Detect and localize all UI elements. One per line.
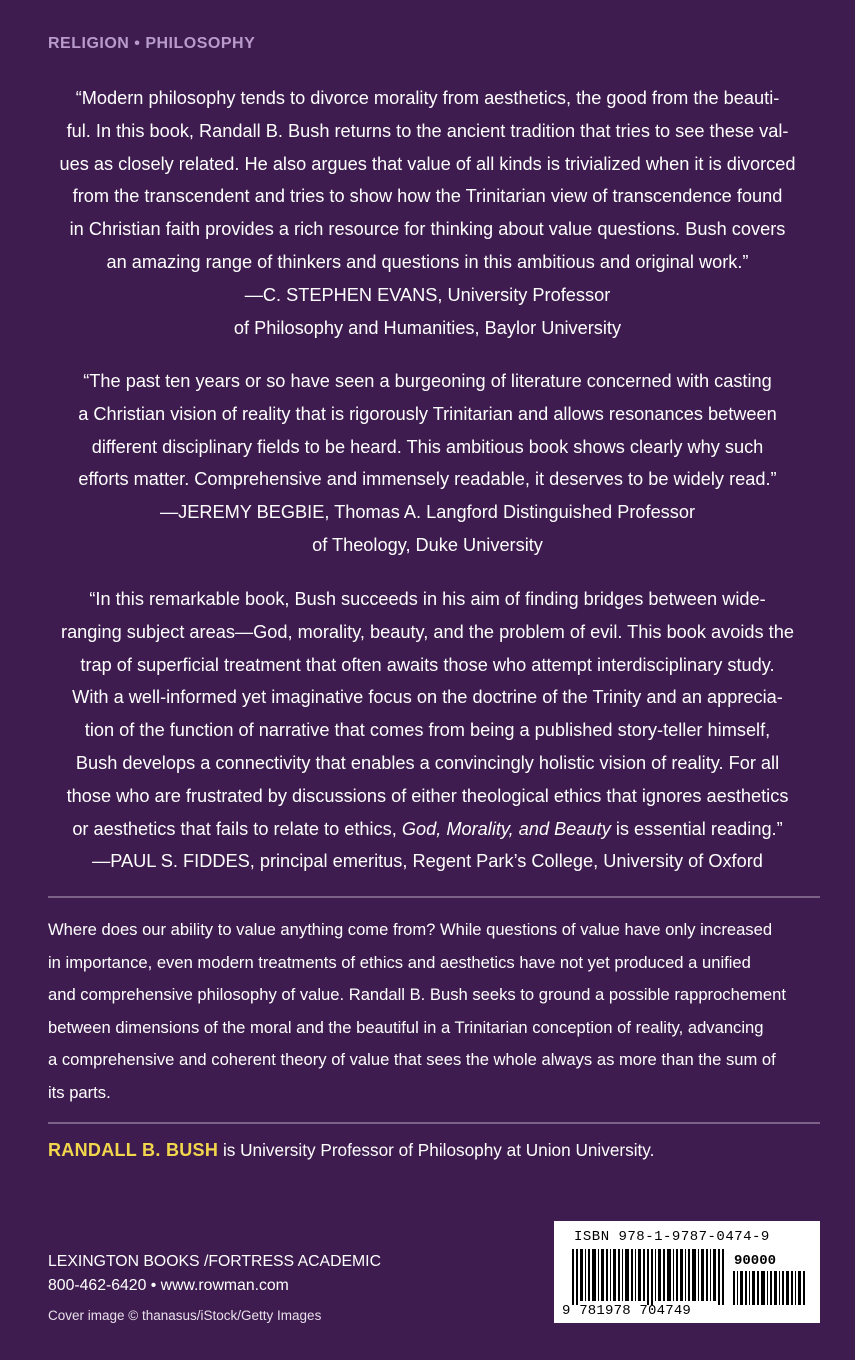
barcode-bars [570,1249,728,1305]
category-label: RELIGION • PHILOSOPHY [48,35,256,52]
quote-line: those who are frustrated by discussions of either theological ethics that ignores aesthetics [66,785,789,806]
quote-line: in Christian faith provides a rich resource for thinking about value questions. Bush covers [69,219,786,240]
quote-line: efforts matter. Comprehensive and immensely readable, it deserves to be widely read.” [78,469,777,490]
barcode-number: 9 781978 704749 [562,1303,692,1319]
endorsement-quote-3 [40,583,815,878]
description-line: between dimensions of the moral and the beautiful in a Trinitarian conception of reality, advancing [48,1017,764,1037]
bio-text: is University Professor of Philosophy at Union University. [218,1140,655,1160]
quote-line: tion of the function of narrative that comes from being a published story-teller himself, [84,720,771,741]
addon-bars [732,1271,806,1305]
quote-attribution: —C. STEPHEN EVANS, University Professor [244,284,611,305]
endorsement-quote-1 [40,82,815,344]
publisher-contact: 800-462-6420 • www.rowman.com [48,1277,289,1294]
quote-line: Bush develops a connectivity that enables a convincingly holistic vision of reality. For all [75,752,780,773]
quote-line: ful. In this book, Randall B. Bush returns to the ancient tradition that tries to see these val- [66,120,789,141]
quote-attribution: —PAUL S. FIDDES, principal emeritus, Regent Park’s College, University of Oxford [92,851,763,872]
book-title: God, Morality, and Beauty [401,818,611,839]
quote-line: With a well-informed yet imaginative focus on the doctrine of the Trinity and an apprecia- [72,687,783,708]
description-line: its parts. [48,1082,111,1102]
isbn-label: ISBN 978-1-9787-0474-9 [574,1229,770,1245]
book-description [48,914,823,1110]
quote-line: “Modern philosophy tends to divorce morality from aesthetics, the good from the beauti- [75,88,780,108]
quote-line: ues as closely related. He also argues that value of all kinds is trivialized when it is divorced [59,153,796,174]
quote-attribution: —JEREMY BEGBIE, Thomas A. Langford Distinguished Professor [159,502,696,523]
cover-credit: Cover image © thanasus/iStock/Getty Images [48,1308,322,1323]
author-bio [48,1140,654,1161]
quote-line: ranging subject areas—God, morality, beauty, and the problem of evil. This book avoids the [61,621,794,642]
description-line: a comprehensive and coherent theory of value that sees the whole always as more than the sum of [48,1050,776,1070]
description-line: in importance, even modern treatments of ethics and aesthetics have not yet produced a unified [48,952,751,972]
quote-line: from the transcendent and tries to show how the Trinitarian view of transcendence found [72,186,783,207]
divider [48,896,820,898]
quote-text: or aesthetics that fails to relate to ethics, [72,818,402,839]
quote-line: a Christian vision of reality that is rigorously Trinitarian and allows resonances between [78,403,777,424]
author-name: RANDALL B. BUSH [48,1140,219,1160]
barcode-addon: 90000 [734,1253,777,1269]
description-line: Where does our ability to value anything come from? While questions of value have only increased [48,920,773,939]
publisher-info [48,1250,381,1298]
divider [48,1122,820,1124]
quote-attribution: of Philosophy and Humanities, Baylor University [233,317,622,338]
publisher-name: LEXINGTON BOOKS /FORTRESS ACADEMIC [48,1253,381,1270]
quote-text: is essential reading.” [610,818,783,839]
quote-line-with-title [40,813,815,846]
quote-line: different disciplinary fields to be heard. This ambitious book shows clearly why such [91,436,764,457]
endorsement-quote-2 [40,365,815,562]
description-line: and comprehensive philosophy of value. Randall B. Bush seeks to ground a possible rapprochement [48,985,786,1005]
quote-line: “In this remarkable book, Bush succeeds in his aim of finding bridges between wide- [89,589,766,609]
quote-line: trap of superficial treatment that often awaits those who attempt interdisciplinary study. [80,654,775,675]
quote-line: an amazing range of thinkers and questions in this ambitious and original work.” [106,251,749,272]
quote-line: “The past ten years or so have seen a burgeoning of literature concerned with casting [83,371,772,391]
quote-attribution: of Theology, Duke University [312,534,543,555]
barcode [554,1221,820,1323]
